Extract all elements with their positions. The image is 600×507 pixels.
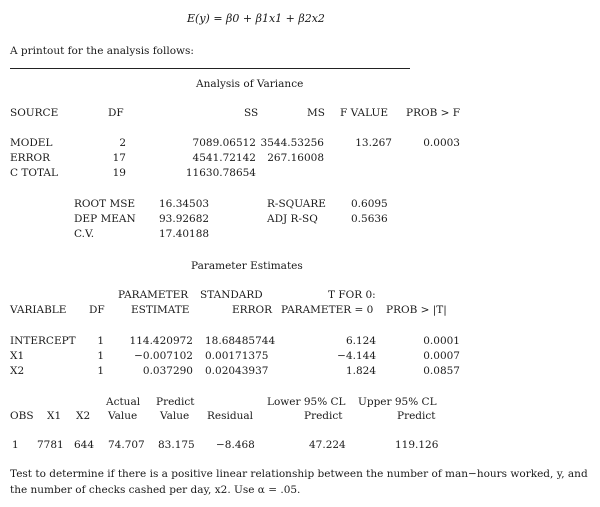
anova-header-ms: MS	[307, 107, 325, 119]
intro-text: A printout for the analysis follows:	[10, 45, 194, 57]
param-probt: 0.0001	[423, 335, 460, 347]
param-tvalue: −4.144	[337, 350, 376, 362]
pred-residual: −8.468	[216, 439, 255, 451]
anova-probf: 0.0003	[423, 137, 460, 149]
adj-rsq-value: 0.5636	[351, 213, 388, 225]
param-header-tfor0: T FOR 0:	[328, 289, 376, 301]
adj-rsq-label: ADJ R-SQ	[267, 213, 318, 225]
param-probt: 0.0857	[423, 365, 460, 377]
param-variable: INTERCEPT	[10, 335, 76, 347]
anova-header-fvalue: F VALUE	[340, 107, 388, 119]
rsquare-value: 0.6095	[351, 198, 388, 210]
pred-header-actual: Actual	[106, 396, 141, 408]
pred-header-upper: Upper 95% CL	[358, 396, 437, 408]
param-header-parameter0: PARAMETER = 0	[281, 304, 374, 316]
anova-source: MODEL	[10, 137, 53, 149]
pred-x2: 644	[74, 439, 95, 451]
anova-ms: 3544.53256	[260, 137, 324, 149]
param-variable: X2	[10, 365, 25, 377]
question-text: Test to determine if there is a positive linear relationship between the number of man−hours worked, y, and the number of checks cashed per day, x2. Use α = .05.	[10, 468, 588, 496]
root-mse-value: 16.34503	[159, 198, 210, 210]
param-estimate: −0.007102	[134, 350, 193, 362]
param-df: 1	[97, 365, 104, 377]
param-tvalue: 6.124	[345, 335, 376, 347]
pred-header-lower: Lower 95% CL	[267, 396, 346, 408]
cv-label: C.V.	[74, 228, 95, 240]
pred-header-obs: OBS	[10, 410, 34, 422]
pred-obs: 1	[12, 439, 19, 451]
anova-source: ERROR	[10, 152, 50, 164]
param-probt: 0.0007	[423, 350, 460, 362]
divider-rule	[10, 68, 410, 69]
rsquare-label: R-SQUARE	[267, 198, 326, 210]
param-header-estimate: ESTIMATE	[131, 304, 190, 316]
anova-header-df: DF	[108, 107, 124, 119]
pred-header-x2: X2	[76, 410, 91, 422]
anova-title: Analysis of Variance	[196, 78, 304, 90]
anova-ss: 11630.78654	[185, 167, 256, 179]
pred-header-upper-predict: Predict	[397, 410, 436, 422]
pred-header-value: Value	[108, 410, 138, 422]
param-title: Parameter Estimates	[191, 260, 303, 272]
param-header-df: DF	[89, 304, 105, 316]
cv-value: 17.40188	[159, 228, 210, 240]
dep-mean-value: 93.92682	[159, 213, 210, 225]
anova-header-source: SOURCE	[10, 107, 59, 119]
param-stderr: 0.00171375	[205, 350, 269, 362]
model-equation: E(y) = β0 + β1x1 + β2x2	[187, 12, 325, 25]
param-stderr: 0.02043937	[205, 365, 269, 377]
anova-ss: 4541.72142	[192, 152, 256, 164]
pred-x1: 7781	[37, 439, 64, 451]
param-df: 1	[97, 335, 104, 347]
pred-upper: 119.126	[395, 439, 439, 451]
param-estimate: 114.420972	[129, 335, 193, 347]
anova-header-ss: SS	[244, 107, 259, 119]
param-header-variable: VARIABLE	[10, 304, 67, 316]
anova-fvalue: 13.267	[355, 137, 392, 149]
pred-header-predict: Predict	[156, 396, 195, 408]
pred-header-value2: Value	[160, 410, 190, 422]
anova-header-probf: PROB > F	[406, 107, 461, 119]
param-variable: X1	[10, 350, 25, 362]
pred-actual: 74.707	[108, 439, 145, 451]
anova-ms: 267.16008	[267, 152, 324, 164]
param-df: 1	[97, 350, 104, 362]
dep-mean-label: DEP MEAN	[74, 213, 136, 225]
pred-header-x1: X1	[47, 410, 62, 422]
anova-df: 2	[119, 137, 126, 149]
pred-predict: 83.175	[158, 439, 195, 451]
param-stderr: 18.68485744	[205, 335, 276, 347]
param-estimate: 0.037290	[142, 365, 193, 377]
param-tvalue: 1.824	[345, 365, 376, 377]
param-header-error: ERROR	[232, 304, 272, 316]
pred-header-lower-predict: Predict	[304, 410, 343, 422]
anova-ss: 7089.06512	[192, 137, 256, 149]
param-header-standard: STANDARD	[200, 289, 263, 301]
pred-lower: 47.224	[309, 439, 346, 451]
param-header-probt: PROB > |T|	[386, 304, 447, 316]
anova-df: 17	[112, 152, 126, 164]
pred-header-residual: Residual	[207, 410, 253, 422]
root-mse-label: ROOT MSE	[74, 198, 136, 210]
anova-source: C TOTAL	[10, 167, 58, 179]
param-header-parameter: PARAMETER	[118, 289, 189, 301]
anova-df: 19	[112, 167, 126, 179]
